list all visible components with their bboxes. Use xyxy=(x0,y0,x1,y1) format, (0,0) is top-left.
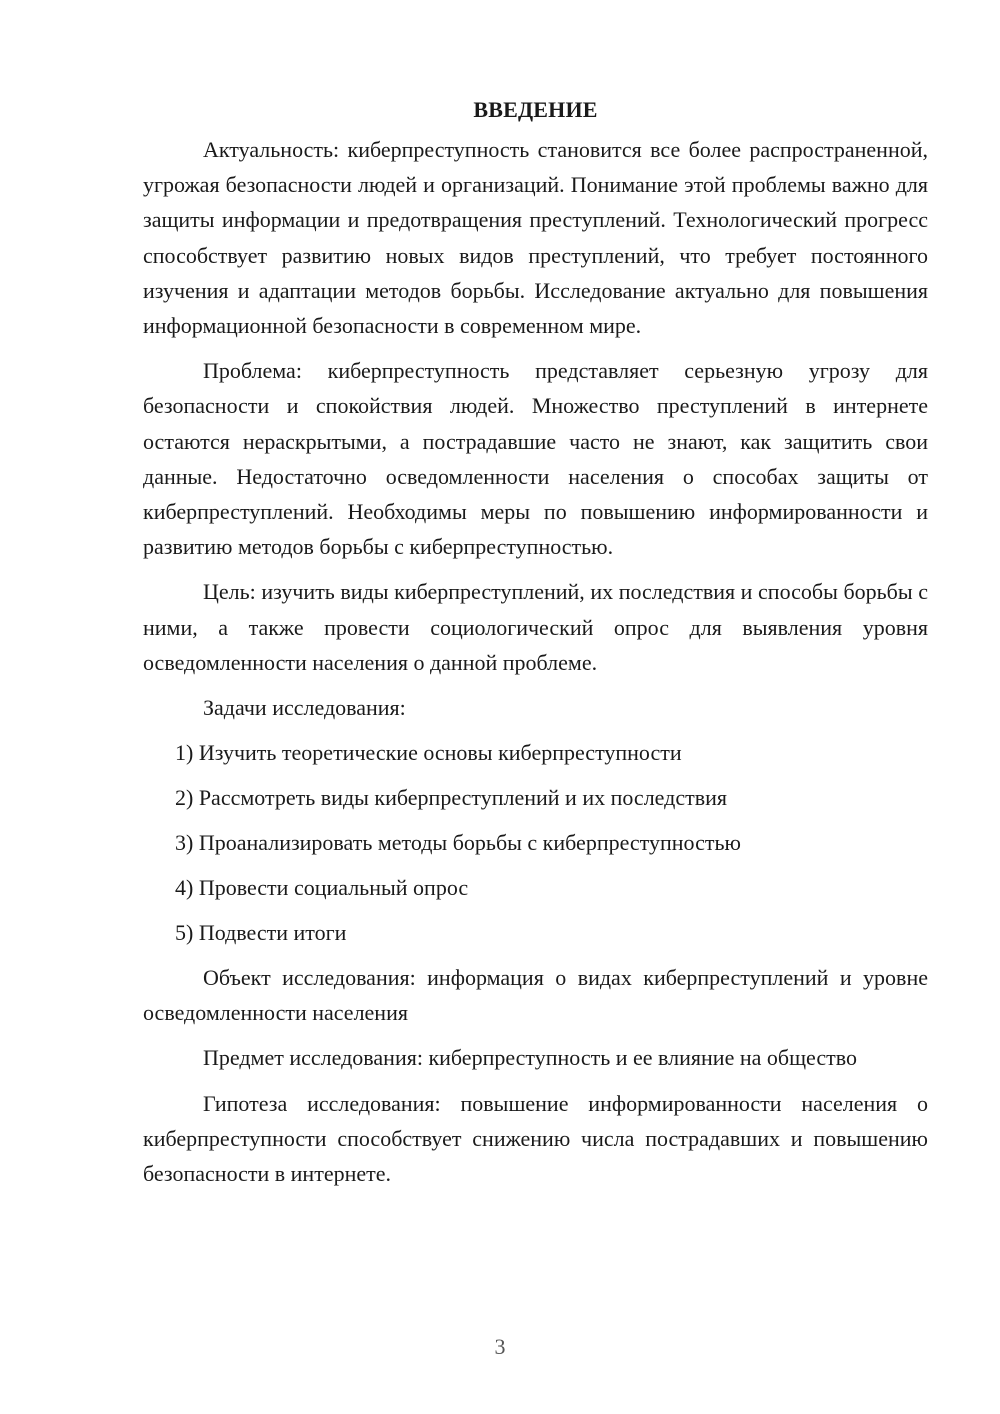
hypothesis-paragraph: Гипотеза исследования: повышение информированности населения о киберпреступности способствует снижению числа пострадавших и повышению безопасности в интернете. xyxy=(143,1090,928,1187)
goal-paragraph: Цель: изучить виды киберпреступлений, их последствия и способы борьбы с ними, а также провести социологический опрос для выявления уровня осведомленности населения о данной проблеме. xyxy=(143,579,928,675)
task-item-3: 3) Проанализировать методы борьбы с киберпреступностью xyxy=(175,830,741,856)
relevance-paragraph: Актуальность: киберпреступность становится все более распространенной, угрожая безопасности людей и организаций. Понимание этой проблемы важно для защиты информации и предотвращения преступлений. Технологический прогресс способствует развитию новых видов преступлений, что требует постоянного изучения и адаптации методов борьбы. Исследование актуально для повышения информационной безопасности в современном мире. xyxy=(143,137,928,339)
object-paragraph: Объект исследования: информация о видах киберпреступлений и уровне осведомленности населения xyxy=(143,965,928,1026)
tasks-title: Задачи исследования: xyxy=(203,695,406,721)
section-heading: ВВЕДЕНИЕ xyxy=(473,97,598,122)
task-item-4: 4) Провести социальный опрос xyxy=(175,875,469,901)
task-item-5: 5) Подвести итоги xyxy=(175,920,347,946)
problem-paragraph: Проблема: киберпреступность представляет серьезную угрозу для безопасности и спокойствия людей. Множество преступлений в интернете остаются нераскрытыми, а пострадавшие часто не знают, как защитить свои данные. Недостаточно осведомленности населения о способах защиты от киберпреступлений. Необходимы меры по повышению информированности и развитию методов борьбы с киберпреступностью. xyxy=(143,358,928,560)
page-number: 3 xyxy=(494,1334,506,1359)
subject-paragraph: Предмет исследования: киберпреступность и ее влияние на общество xyxy=(203,1045,857,1071)
task-item-1: 1) Изучить теоретические основы киберпреступности xyxy=(175,740,682,766)
task-item-2: 2) Рассмотреть виды киберпреступлений и их последствия xyxy=(175,785,727,811)
tasks-list xyxy=(143,735,928,950)
document-page xyxy=(143,92,928,1201)
